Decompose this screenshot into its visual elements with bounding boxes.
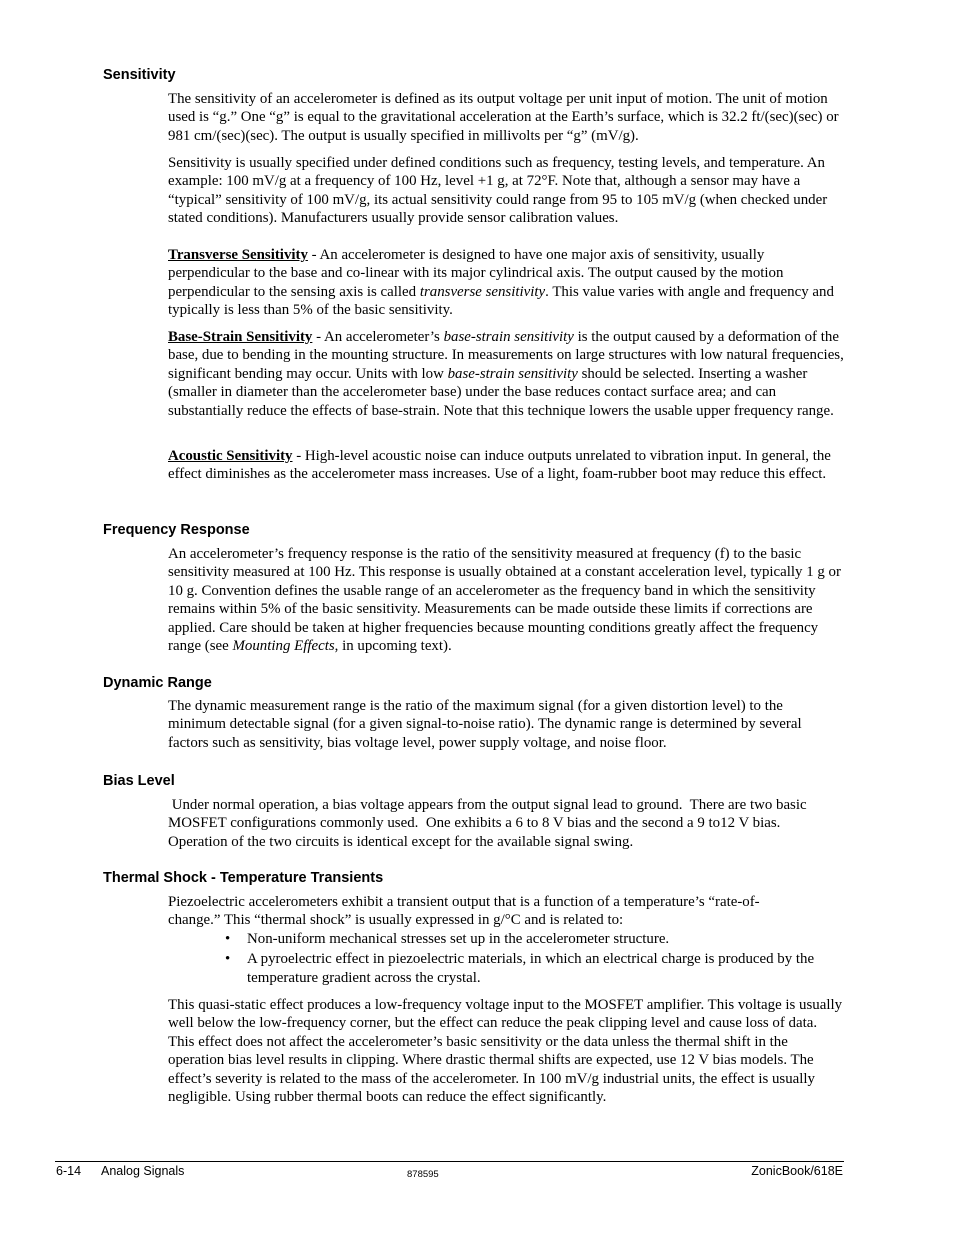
list-item xyxy=(0,930,844,948)
heading-frequency-response: Frequency Response xyxy=(103,522,250,538)
frequency-response-text-b: , in upcoming text). xyxy=(334,638,452,655)
thermal-shock-closing: This quasi-static effect produces a low-frequency voltage input to the MOSFET amplifier. This voltage is usually well below the low-frequency corner, but the effect can reduce the peak clipping level and cause loss of data. This effect does not affect the accelerometer’s basic sensitivity or the data unless the thermal shift in the operation bias level results in clipping. Where drastic thermal shifts are expected, use 12 V bias models. The effect’s severity is related to the mass of the accelerometer. In 100 mV/g industrial units, the effect is usually negligible. Using rubber thermal boots can reduce the effect significantly. xyxy=(168,997,843,1106)
mounting-effects-reference: Mounting Effects xyxy=(232,638,335,655)
acoustic-sensitivity-paragraph xyxy=(168,447,844,484)
transverse-sensitivity-paragraph xyxy=(168,246,844,320)
sensitivity-body xyxy=(168,90,844,227)
dynamic-range-paragraph: The dynamic measurement range is the ratio of the maximum signal (for a given distortion level) to the minimum detectable signal (for a given signal-to-noise ratio). The dynamic range is determined by several factors such as sensitivity, bias voltage level, power supply voltage, and noise floor. xyxy=(168,698,802,751)
footer-page-number: 6-14 xyxy=(56,1164,82,1178)
acoustic-text: - High-level acoustic noise can induce outputs unrelated to vibration input. In general, the effect diminishes as the accelerometer mass increases. Use of a light, foam-rubber boot may reduce this effect. xyxy=(168,448,831,483)
footer-chapter: Analog Signals xyxy=(101,1164,185,1178)
thermal-shock-intro: Piezoelectric accelerometers exhibit a transient output that is a function of a temperature’s “rate-of-change.” This “thermal shock” is usually expressed in g/°C and is related to: xyxy=(168,894,760,929)
frequency-response-text-a: An accelerometer’s frequency response is the ratio of the sensitivity measured at frequency (f) to the basic sensitivity measured at 100 Hz. This response is usually obtained at a constant acceleration level, typically 1 g or 10 g. Convention defines the usable range of an accelerometer as the frequency band in which the sensitivity remains within 5% of the basic sensitivity. Measurements can be made outside these limits if corrections are applied. Care should be taken at higher frequencies because mounting conditions greatly affect the frequency range (see xyxy=(168,546,841,655)
base-strain-sensitivity-term: Base-Strain Sensitivity xyxy=(168,329,313,345)
footer-doc-code: 878595 xyxy=(407,1169,439,1180)
dynamic-range-body xyxy=(168,697,844,752)
bias-level-body xyxy=(168,796,844,851)
footer-book-title: ZonicBook/618E xyxy=(751,1164,843,1178)
bullet-text: Non-uniform mechanical stresses set up in the accelerometer structure. xyxy=(247,930,670,947)
transverse-italic: transverse sensitivity xyxy=(419,283,546,300)
heading-sensitivity: Sensitivity xyxy=(103,67,176,83)
base-strain-italic-b: base-strain sensitivity xyxy=(447,365,578,382)
base-strain-italic-a: base-strain sensitivity xyxy=(443,329,574,345)
thermal-shock-bullet-list xyxy=(0,930,844,987)
heading-dynamic-range: Dynamic Range xyxy=(103,675,212,691)
base-strain-text-a: - An accelerometer’s xyxy=(312,329,444,345)
heading-thermal-shock: Thermal Shock - Temperature Transients xyxy=(103,870,384,886)
sensitivity-paragraph-1: The sensitivity of an accelerometer is defined as its output voltage per unit input of motion. The unit of motion used is “g.” One “g” is equal to the gravitational acceleration at the Earth’s surface, which is 32.2 ft/(sec)(sec) or 981 cm/(sec)(sec). The output is usually specified in millivolts per “g” (mV/g). xyxy=(168,91,839,144)
list-item xyxy=(0,950,844,987)
sensitivity-paragraph-2: Sensitivity is usually specified under defined conditions such as frequency, testing levels, and temperature. An example: 100 mV/g at a frequency of 100 Hz, level +1 g, at 72°F. Note that, although a sensor may have a “typical” sensitivity of 100 mV/g, its actual sensitivity could range from 95 to 105 mV/g (when checked under stated conditions). Manufacturers usually provide sensor calibration values. xyxy=(168,154,828,226)
transverse-text-b: . This value varies with angle and frequency and typically is less than 5% of the basic sensitivity. xyxy=(168,283,834,319)
transverse-sensitivity-term: Transverse Sensitivity xyxy=(168,247,308,263)
thermal-shock-body xyxy=(168,893,844,1106)
base-strain-text-c: should be selected. Inserting a washer (smaller in diameter than the accelerometer base) under the base reduces contact surface area; and can substantially reduce the effects of base-strain. Note that this technique lowers the usable upper frequency range. xyxy=(168,365,834,419)
heading-bias-level: Bias Level xyxy=(103,773,175,789)
footer-divider xyxy=(55,1161,844,1162)
base-strain-text-b: is the output caused by a deformation of the base, due to bending in the mounting structure. In measurements on large structures with low natural frequencies, significant bending may occur. Units with low xyxy=(168,329,844,382)
bullet-marker: • xyxy=(225,951,231,968)
bullet-text: A pyroelectric effect in piezoelectric materials, in which an electrical charge is produced by the temperature gradient across the crystal. xyxy=(247,951,815,986)
bias-level-paragraph: Under normal operation, a bias voltage appears from the output signal lead to ground. There are two basic MOSFET configurations commonly used. One exhibits a 6 to 8 V bias and the second a 9 to12 V bias. Operation of the two circuits is identical except for the available signal swing. xyxy=(168,797,811,850)
frequency-response-paragraph xyxy=(168,545,844,655)
bullet-marker: • xyxy=(225,930,231,947)
base-strain-sensitivity-paragraph xyxy=(168,328,844,420)
acoustic-sensitivity-term: Acoustic Sensitivity xyxy=(168,448,293,464)
transverse-text-a: - An accelerometer is designed to have one major axis of sensitivity, usually perpendicular to the base and co-linear with its major cylindrical axis. The output caused by the motion perpendicular to the sensing axis is called xyxy=(168,247,784,300)
